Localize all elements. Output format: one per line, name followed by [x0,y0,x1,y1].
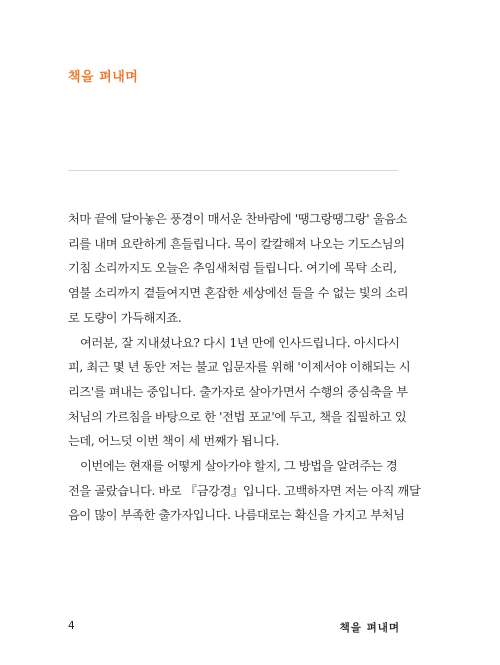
text-line: 여러분, 잘 지내셨나요? 다시 1년 만에 인사드립니다. 아시다시 [80,335,400,350]
running-title: 책을 펴내며 [339,622,400,634]
text-line: 기침 소리까지도 오늘은 추임새처럼 들립니다. 여기에 목탁 소리, [68,261,397,276]
body-text [68,207,421,528]
text-line: 로 도량이 가득해지죠. [68,310,182,325]
text-line: 처마 끝에 달아놓은 풍경이 매서운 찬바람에 '땡그랑땡그랑' 울음소 [68,212,408,226]
text-line: 전을 골랐습니다. 바로 『금강경』입니다. 고백하자면 저는 아직 깨달 [68,483,421,498]
text-line: 피, 최근 몇 년 동안 저는 불교 입문자를 위해 '이제서야 이해되는 시 [68,360,411,375]
text-line: 음이 많이 부족한 출가자입니다. 나름대로는 확신을 가지고 부처님 [68,508,405,523]
section-title: 책을 펴내며 [68,70,139,85]
header-rule [68,170,398,171]
text-line: 처님의 가르침을 바탕으로 한 '전법 포교'에 두고, 책을 집필하고 있 [68,409,407,424]
text-line: 리를 내며 요란하게 흔들립니다. 목이 칼칼해져 나오는 기도스님의 [68,236,405,251]
text-line: 는데, 어느덧 이번 책이 세 번째가 됩니다. [68,434,279,449]
page-number: 4 [68,620,75,632]
text-line: 이번에는 현재를 어떻게 살아가야 할지, 그 방법을 알려주는 경 [80,459,398,474]
text-line: 리즈'를 펴내는 중입니다. 출가자로 살아가면서 수행의 중심축을 부 [68,384,408,399]
text-line: 염불 소리까지 곁들여지면 혼잡한 세상에선 들을 수 없는 빛의 소리 [68,286,409,301]
